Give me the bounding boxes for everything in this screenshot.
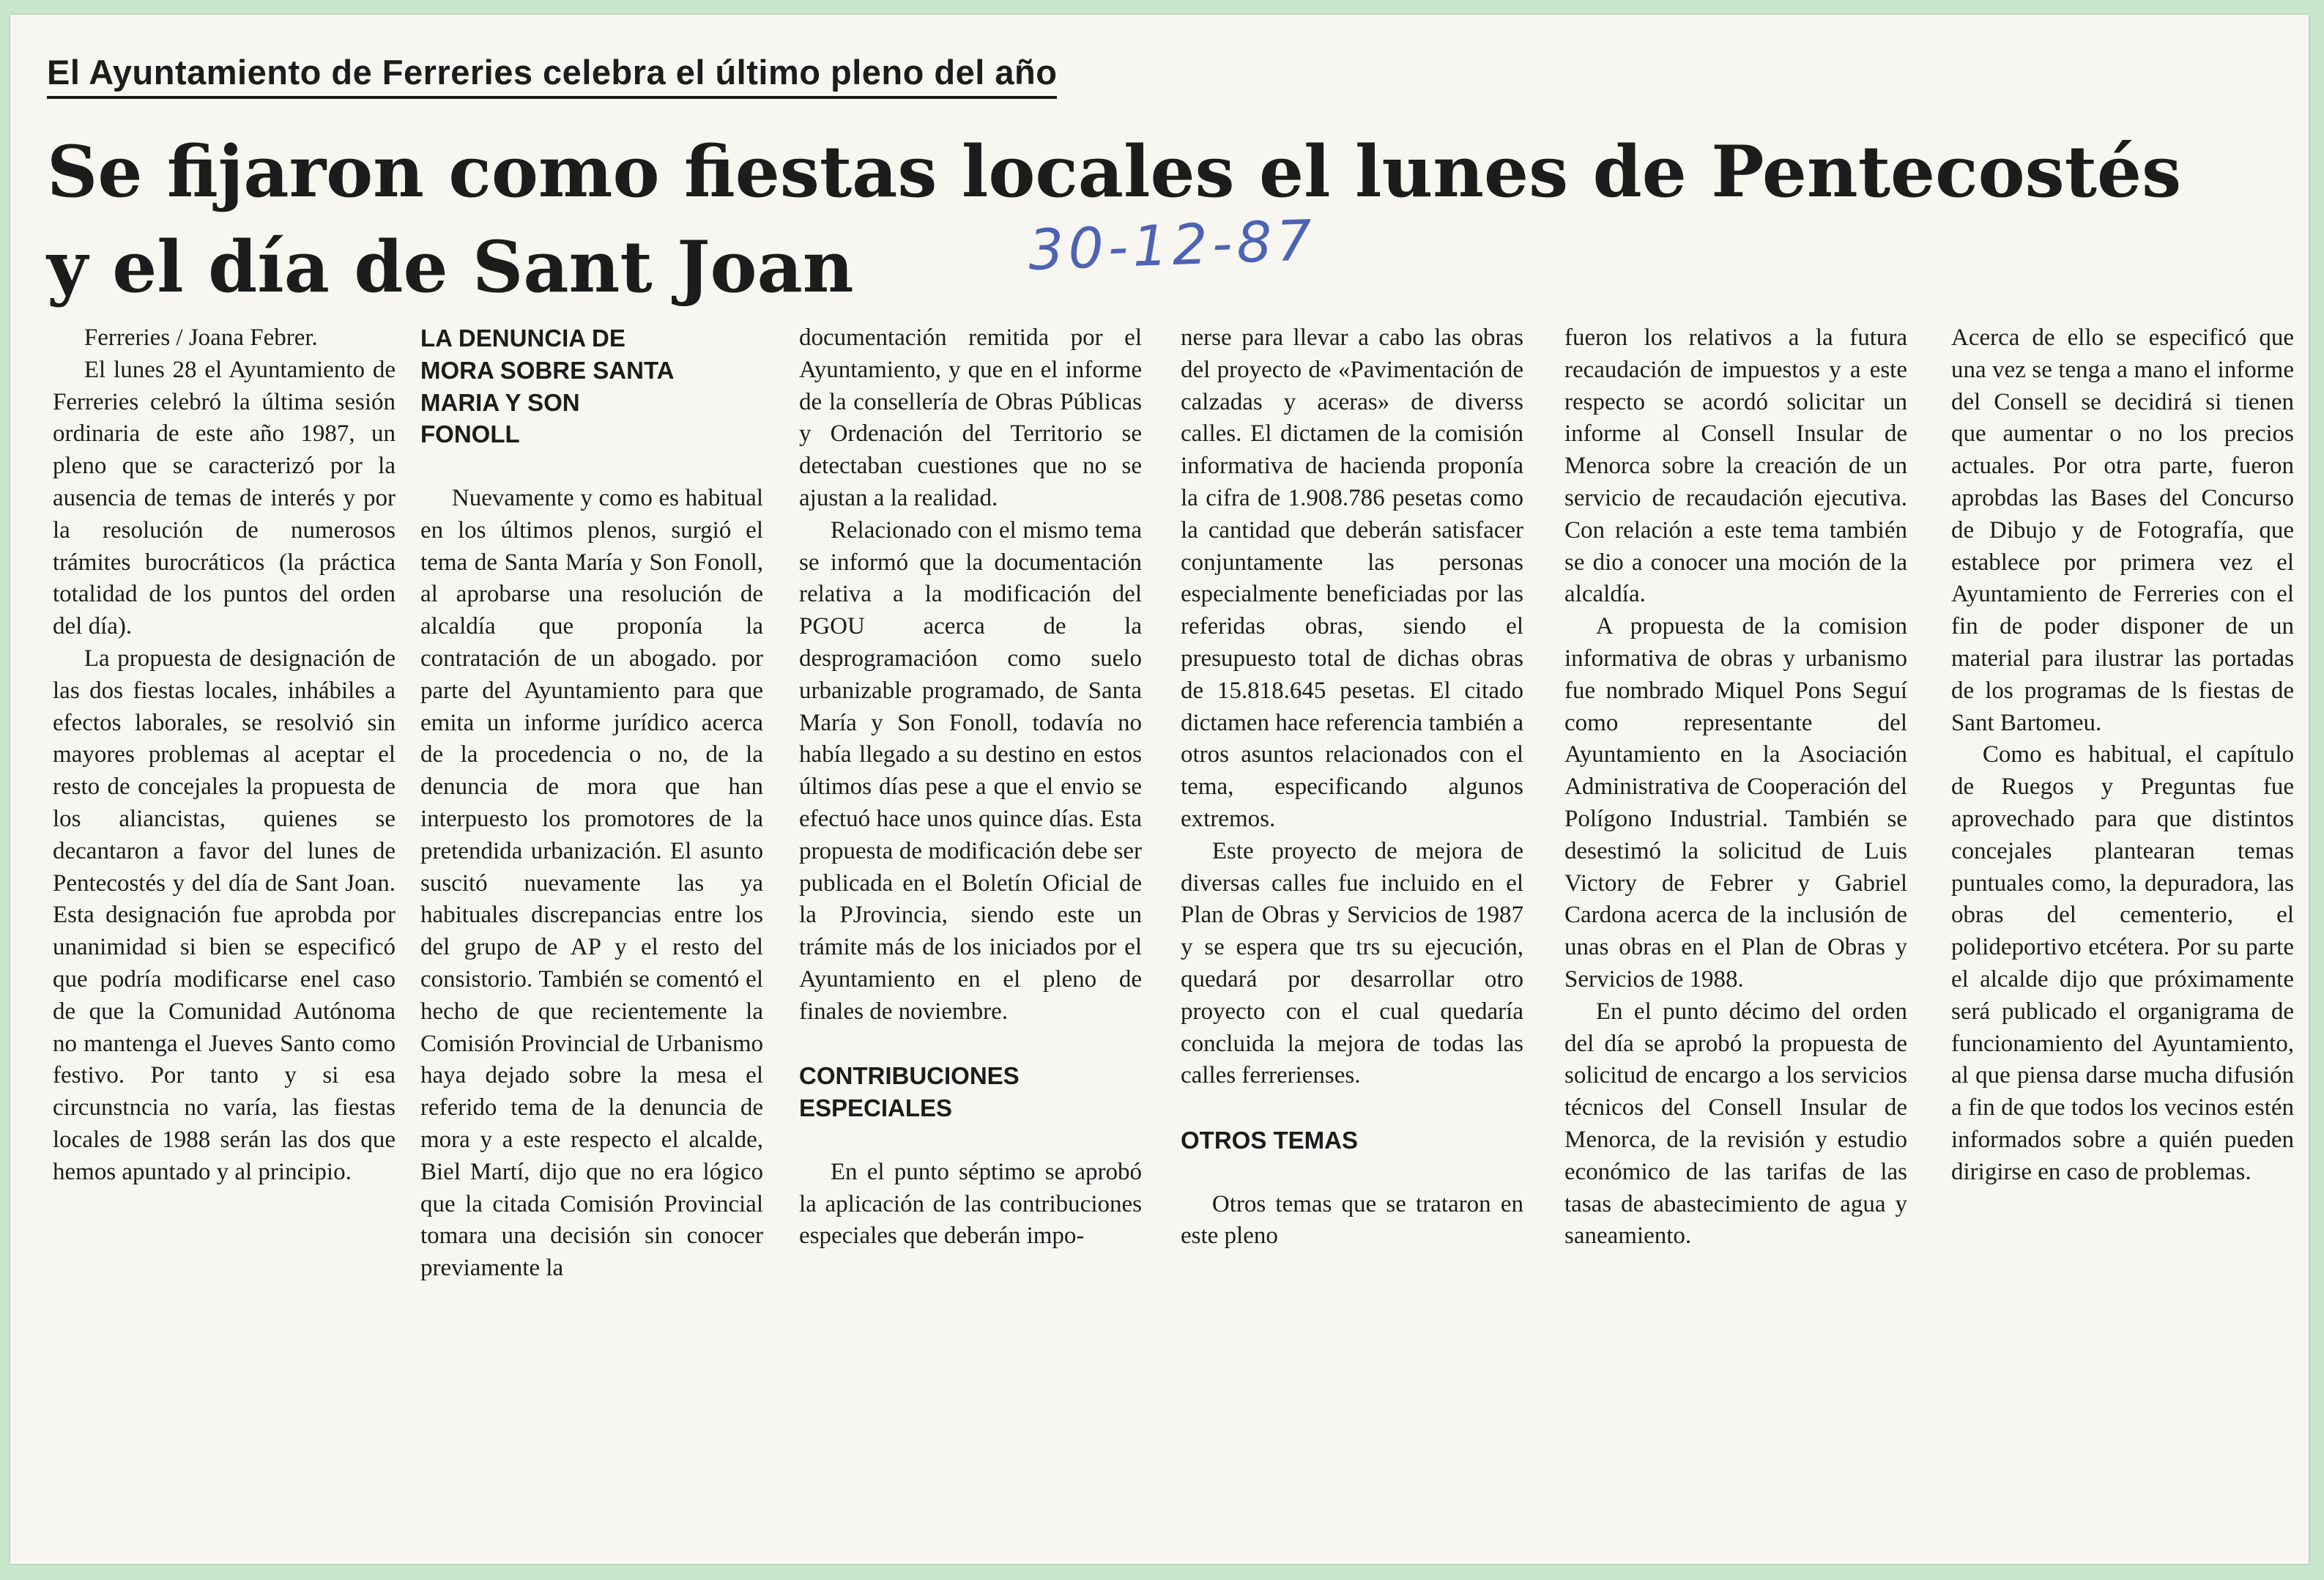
paragraph: documentación remitida por el Ayuntamiento, y que en el informe de la consellería de Obras Públicas y Ordenación del Territorio se detectaban cuestiones que no se ajustan a la realidad. — [799, 324, 1142, 511]
headline-line-2: y el día de Sant Joan — [47, 226, 854, 308]
column-1 — [53, 322, 396, 1560]
newspaper-clipping — [10, 15, 2309, 1564]
column-4 — [1181, 322, 1523, 1560]
column-2 — [420, 322, 763, 1560]
handwritten-date: 30-12-87 — [1027, 207, 1318, 283]
paragraph: En el punto décimo del orden del día se aprobó la propuesta de solicitud de encargo a los servicios técnicos del Consell Insular de Menorca, de la revisión y estudio económico de las tarifas de las tasas de abastecimiento de agua y saneamiento. — [1564, 998, 1907, 1250]
headline-line-1: Se fijaron como fiestas locales el lunes de Pentecostés — [47, 130, 2182, 213]
paragraph: Como es habitual, el capítulo de Ruegos y Preguntas fue aprovechado para que distintos concejales plantearan temas puntuales como, la depuradora, las obras del cementerio, el polideportivo etcétera. Por su parte el alcalde dijo que próximamente será publicado el organigrama de funcionamiento del Ayuntamiento, al que piensa darse mucha difusión a fin de que todos los vecinos estén informados sobre a quién pueden dirigirse en caso de problemas. — [1951, 741, 2294, 1185]
paragraph: La propuesta de designación de las dos fiestas locales, inhábiles a efectos laborales, se resolvió sin mayores problemas al aceptar el resto de concejales la propuesta de los aliancistas, quienes se decantaron a favor del lunes de Pentecostés y del día de Sant Joan. Esta designación fue aprobda por unanimidad si bien se especificó que podría modificarse enel caso de que la Comunidad Autónoma no mantenga el Jueves Santo como festivo. Por tanto y si esa circunstncia no varía, las fiestas locales de 1988 serán las dos que hemos apuntado y al principio. — [53, 645, 396, 1185]
paragraph: En el punto séptimo se aprobó la aplicación de las contribuciones especiales que deberán impo- — [799, 1158, 1142, 1250]
paragraph: El lunes 28 el Ayuntamiento de Ferreries celebró la última sesión ordinaria de este año 1987, un pleno que se caracterizó por la ausencia de temas de interés y por la resolución de numerosos trámites burocráticos (la práctica totalidad de los puntos del orden del día). — [53, 356, 396, 640]
paragraph: Relacionado con el mismo tema se informó que la documentación relativa a la modificación del PGOU acerca de la desprogramacióon como suelo urbanizable programado, de Santa María y Son Fonoll, todavía no había llegado a su destino en estos últimos días pese a que el envio se efectuó hace unos quince días. Esta propuesta de modificación debe ser publicada en el Boletín Oficial de la PJrovincia, siendo este un trámite más de los iniciados por el Ayuntamiento en el pleno de finales de noviembre. — [799, 516, 1142, 1025]
section-heading: OTROS TEMAS — [1181, 1126, 1359, 1154]
column-5 — [1564, 322, 1907, 1560]
paragraph: fueron los relativos a la futura recaudación de impuestos y a este respecto se acordó solicitar un informe al Consell Insular de Menorca sobre la creación de un servicio de recaudación ejecutiva. Con relación a este tema también se dio a conocer una moción de la alcaldía. — [1564, 324, 1907, 608]
paragraph: Nuevamente y como es habitual en los últimos plenos, surgió el tema de Santa María y Son Fonoll, al aprobarse una resolución de alcaldía que proponía la contratación de un abogado. por parte del Ayuntamiento para que emita un informe jurídico acerca de la procedencia o no, de la denuncia de mora que han interpuesto los promotores de la pretendida urbanización. El asunto suscitó nuevamente las ya habituales discrepancias entre los del grupo de AP y el resto del consistorio. También se comentó el hecho de que recientemente la Comisión Provincial de Urbanismo haya dejado sobre la mesa el referido tema de la denuncia de mora y a este respecto el alcalde, Biel Martí, dijo que no era lógico que la citada Comisión Provincial tomara una decisión sin conocer previamente la — [420, 484, 763, 1282]
paragraph: Acerca de ello se especificó que una vez se tenga a mano el informe del Consell se decidirá si tienen que aumentar o no los precios actuales. Por otra parte, fueron aprobdas las Bases del Concurso de Dibujo y de Fotografía, que establece por primera vez el Ayuntamiento de Ferreries con el fin de poder disponer de un material para ilustrar las portadas de los programas de ls fiestas de Sant Bartomeu. — [1951, 324, 2294, 736]
article-kicker: El Ayuntamiento de Ferreries celebra el último pleno del año — [47, 50, 1057, 99]
section-heading: CONTRIBUCIONES ESPECIALES — [799, 1062, 1020, 1122]
article-body — [53, 322, 2300, 1560]
paragraph: Este proyecto de mejora de diversas calles fue incluido en el Plan de Obras y Servicios de 1987 y se espera que trs su ejecución, quedará por desarrollar otro proyecto con el cual quedaría concluida la mejora de todas las calles ferrerienses. — [1181, 837, 1523, 1089]
column-3 — [799, 322, 1142, 1560]
paragraph: Otros temas que se trataron en este pleno — [1181, 1190, 1523, 1250]
column-6 — [1951, 322, 2294, 1560]
paragraph: A propuesta de la comision informativa de obras y urbanismo fue nombrado Miquel Pons Seguí como representante del Ayuntamiento en la Asociación Administrativa de Cooperación del Polígono Industrial. También se desestimó la solicitud de Luis Victory de Febrer y Gabriel Cardona acerca de la inclusión de unas obras en el Plan de Obras y Servicios de 1988. — [1564, 613, 1907, 993]
section-heading: LA DENUNCIA DE MORA SOBRE SANTA MARIA Y SON FONOLL — [420, 324, 674, 448]
byline: Ferreries / Joana Febrer. — [83, 324, 318, 351]
paragraph: nerse para llevar a cabo las obras del proyecto de «Pavimentación de calzadas y aceras» de diverss calles. El dictamen de la comisión informativa de hacienda proponía la cifra de 1.908.786 pesetas como la cantidad que deberán satisfacer conjuntamente las personas especialmente beneficiadas por las referidas obras, siendo el presupuesto total de dichas obras de 15.818.645 pesetas. El citado dictamen hace referencia también a otros asuntos relacionados con el tema, especificando algunos extremos. — [1181, 324, 1523, 832]
